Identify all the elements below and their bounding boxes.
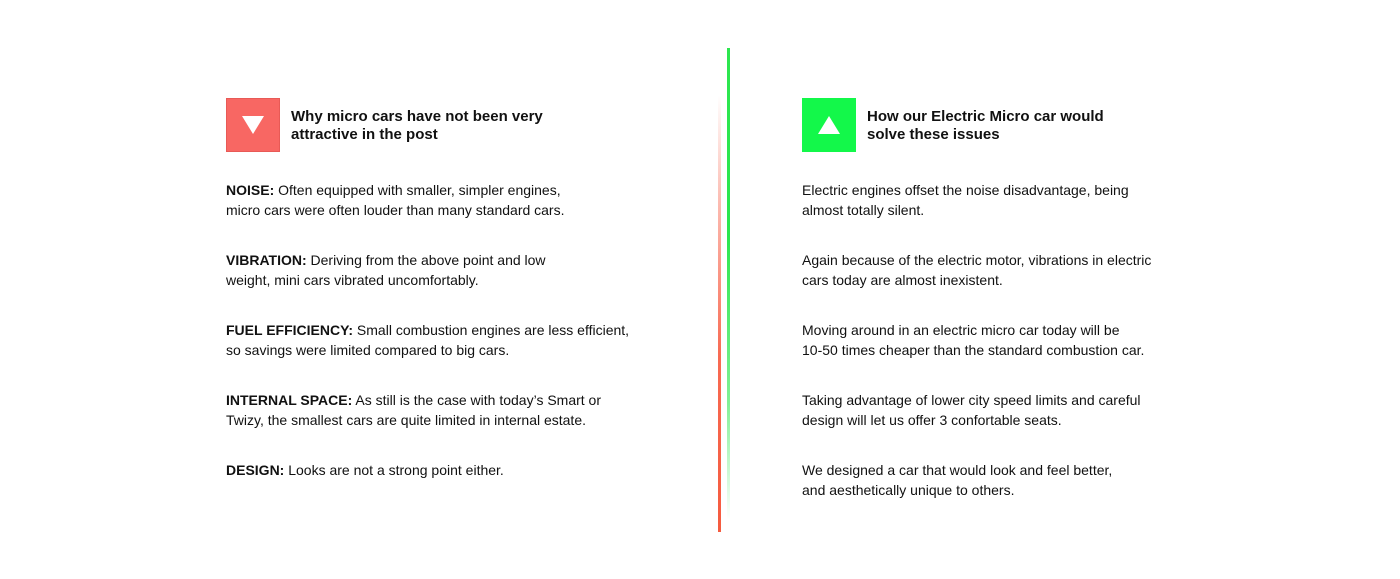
item-text: almost totally silent. <box>802 202 925 218</box>
red-gradient-divider <box>718 95 721 532</box>
problem-item-design <box>226 460 686 500</box>
problems-column <box>226 98 686 530</box>
item-text: design will let us offer 3 confortable seats. <box>802 412 1062 428</box>
item-text: As still is the case with today’s Smart or <box>352 392 602 408</box>
problems-heading <box>291 108 591 144</box>
green-gradient-divider <box>727 48 730 520</box>
problem-item-noise <box>226 180 686 220</box>
triangle-up-icon <box>817 115 841 135</box>
item-text: Looks are not a strong point either. <box>284 462 504 478</box>
item-text: Again because of the electric motor, vibrations in electric <box>802 252 1152 268</box>
solutions-header <box>802 98 1262 153</box>
item-label: DESIGN: <box>226 462 285 478</box>
problem-item-fuel-efficiency <box>226 320 686 360</box>
up-badge <box>802 98 856 152</box>
item-text: Taking advantage of lower city speed limits and careful <box>802 392 1141 408</box>
heading-line: solve these issues <box>867 126 1000 143</box>
item-text: cars today are almost inexistent. <box>802 272 1003 288</box>
item-label: VIBRATION: <box>226 252 307 268</box>
solution-item-noise <box>802 180 1262 220</box>
item-label: INTERNAL SPACE: <box>226 392 353 408</box>
item-text: We designed a car that would look and feel better, <box>802 462 1113 478</box>
triangle-down-icon <box>241 115 265 135</box>
item-label: NOISE: <box>226 182 275 198</box>
item-label: FUEL EFFICIENCY: <box>226 322 354 338</box>
item-text: Small combustion engines are less efficient, <box>353 322 630 338</box>
item-text: and aesthetically unique to others. <box>802 482 1015 498</box>
item-text: Moving around in an electric micro car today will be <box>802 322 1120 338</box>
solution-item-vibration <box>802 250 1262 290</box>
problem-item-internal-space <box>226 390 686 430</box>
item-text: micro cars were often louder than many standard cars. <box>226 202 565 218</box>
heading-line: Why micro cars have not been very <box>291 108 543 125</box>
problem-item-vibration <box>226 250 686 290</box>
solution-item-fuel-efficiency <box>802 320 1262 360</box>
item-text: Twizy, the smallest cars are quite limited in internal estate. <box>226 412 587 428</box>
solution-item-internal-space <box>802 390 1262 430</box>
item-text: so savings were limited compared to big cars. <box>226 342 510 358</box>
item-text: Deriving from the above point and low <box>306 252 546 268</box>
down-badge <box>226 98 280 152</box>
problems-header <box>226 98 686 153</box>
item-text: weight, mini cars vibrated uncomfortably. <box>226 272 479 288</box>
solutions-column <box>802 98 1262 530</box>
item-text: Often equipped with smaller, simpler engines, <box>274 182 561 198</box>
item-text: Electric engines offset the noise disadvantage, being <box>802 182 1129 198</box>
heading-line: How our Electric Micro car would <box>867 108 1104 125</box>
heading-line: attractive in the post <box>291 126 438 143</box>
item-text: 10-50 times cheaper than the standard combustion car. <box>802 342 1145 358</box>
solution-item-design <box>802 460 1262 500</box>
solutions-heading <box>867 108 1167 144</box>
